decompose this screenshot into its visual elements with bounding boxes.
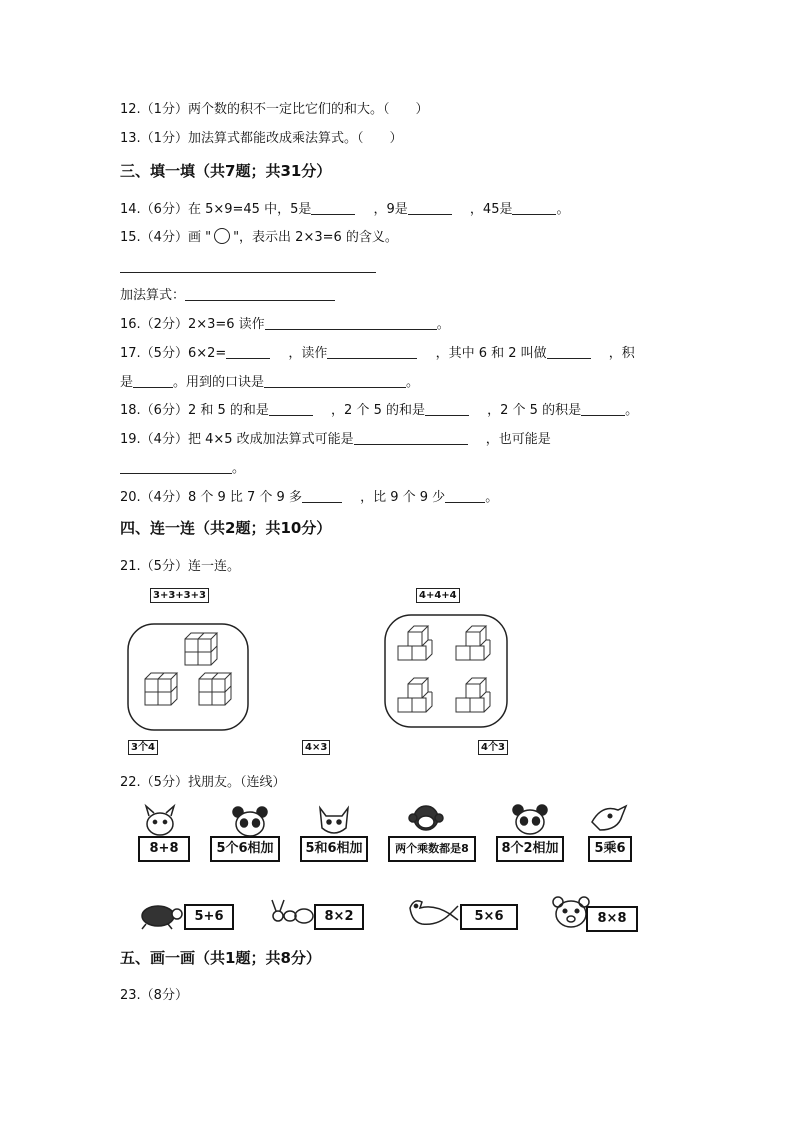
- q15-add-label: 加法算式：: [120, 288, 186, 303]
- q18-text-b: ，2 个 5 的和是: [331, 403, 425, 418]
- q21-label-4times3[interactable]: 4×3: [302, 740, 330, 755]
- question-23: 23.（8分）: [120, 988, 188, 1003]
- fox-icon: [314, 802, 354, 838]
- q17-text-b: ，读作: [288, 346, 328, 361]
- q21-label-4x3[interactable]: 4个3: [478, 740, 508, 755]
- q22-card-8plus8[interactable]: 8+8: [138, 836, 190, 862]
- q18-blank-3[interactable]: [581, 401, 625, 416]
- q21-left-group: [127, 623, 249, 731]
- question-13: 13.（1分）加法算式都能改成乘法算式。（ ）: [120, 131, 403, 146]
- q20-text-a: 20.（4分）8 个 9 比 7 个 9 多: [120, 490, 302, 505]
- cat-icon: [140, 804, 180, 838]
- question-12: 12.（1分）两个数的积不一定比它们的和大。（ ）: [120, 102, 429, 117]
- panda-icon: [510, 802, 550, 838]
- q22-card-5times6b[interactable]: 5×6: [460, 904, 518, 930]
- q17-text-c: ，其中 6 和 2 叫做: [435, 346, 547, 361]
- q17-blank-4[interactable]: [133, 373, 173, 388]
- q14-text-b: ，9是: [373, 202, 408, 217]
- cube-stack-icon: [398, 626, 490, 712]
- q14-text-a: 14.（6分）在 5×9=45 中，5是: [120, 202, 312, 217]
- q18-text-c: ，2 个 5 的积是: [487, 403, 582, 418]
- q17-text-d: ，积: [608, 346, 635, 361]
- q22-card-5x6add[interactable]: 5个6相加: [210, 836, 280, 862]
- q22-card-5plus6[interactable]: 5+6: [184, 904, 234, 930]
- turtle-icon: [136, 900, 184, 930]
- q17-text-a: 17.（5分）6×2=: [120, 346, 227, 361]
- q15-addition: [120, 286, 335, 305]
- section-4-title: 四、连一连（共2题；共10分）: [120, 519, 332, 537]
- q20-blank-2[interactable]: [445, 488, 485, 503]
- q22-card-8times8[interactable]: 8×8: [586, 906, 638, 932]
- q14-text-d: 。: [556, 202, 570, 217]
- circle-icon: [214, 228, 230, 244]
- q19-text-b: ，也可能是: [485, 432, 551, 447]
- q17-blank-5[interactable]: [264, 373, 406, 388]
- q22-card-both8[interactable]: 两个乘数都是8: [388, 836, 476, 862]
- q18-blank-2[interactable]: [425, 401, 469, 416]
- q14-blank-1[interactable]: [311, 200, 355, 215]
- q22-card-5times6[interactable]: 5乘6: [588, 836, 632, 862]
- q16-text-a: 16.（2分）2×3=6 读作: [120, 317, 265, 332]
- question-19: [120, 430, 551, 449]
- question-21: 21.（5分）连一连。: [120, 559, 240, 574]
- q20-text-c: 。: [485, 490, 499, 505]
- bird-icon: [588, 800, 628, 836]
- monkey-icon: [404, 802, 448, 838]
- q19-text-a: 19.（4分）把 4×5 改成加法算式可能是: [120, 432, 354, 447]
- q16-blank[interactable]: [265, 315, 437, 330]
- q16-text-b: 。: [436, 317, 450, 332]
- q19-blank-2[interactable]: [120, 459, 232, 474]
- q21-label-3x4[interactable]: 3个4: [128, 740, 158, 755]
- q17-text-f: 。用到的口诀是: [173, 375, 265, 390]
- q20-text-b: ，比 9 个 9 少: [360, 490, 446, 505]
- q19-text-c: 。: [232, 461, 246, 476]
- question-16: [120, 315, 450, 334]
- q15-add-blank[interactable]: [185, 286, 335, 301]
- q20-blank-1[interactable]: [302, 488, 342, 503]
- q22-card-8x2add[interactable]: 8个2相加: [496, 836, 564, 862]
- question-22: 22.（5分）找朋友。（连线）: [120, 775, 286, 790]
- q22-card-8times2[interactable]: 8×2: [314, 904, 364, 930]
- q22-card-5and6add[interactable]: 5和6相加: [300, 836, 368, 862]
- rooster-icon: [404, 894, 460, 930]
- q21-right-group: [384, 614, 508, 728]
- question-17: [120, 344, 635, 363]
- q14-text-c: ，45是: [469, 202, 513, 217]
- panda-icon: [230, 804, 270, 838]
- cube-stack-icon: [145, 633, 231, 705]
- q15-text-a: 15.（4分）画 ": [120, 230, 212, 245]
- q18-blank-1[interactable]: [269, 401, 313, 416]
- q15-drawing-line[interactable]: [120, 272, 376, 273]
- q17-blank-2[interactable]: [327, 344, 417, 359]
- ant-icon: [270, 896, 316, 930]
- q21-label-3333[interactable]: 3+3+3+3: [150, 588, 209, 603]
- section-3-title: 三、填一填（共7题；共31分）: [120, 162, 332, 180]
- q18-text-d: 。: [625, 403, 639, 418]
- question-17-cont: [120, 373, 419, 392]
- question-14: [120, 200, 569, 219]
- question-20: [120, 488, 498, 507]
- question-18: [120, 401, 638, 420]
- question-15: [120, 228, 398, 247]
- q15-text-b: "，表示出 2×3=6 的含义。: [233, 230, 398, 245]
- section-5-title: 五、画一画（共1题；共8分）: [120, 949, 321, 967]
- q14-blank-3[interactable]: [512, 200, 556, 215]
- q17-blank-3[interactable]: [547, 344, 591, 359]
- q17-text-g: 。: [406, 375, 420, 390]
- q17-text-e: 是: [120, 375, 134, 390]
- q17-blank-1[interactable]: [226, 344, 270, 359]
- question-19-cont: [120, 459, 245, 478]
- q18-text-a: 18.（6分）2 和 5 的和是: [120, 403, 269, 418]
- q21-label-444[interactable]: 4+4+4: [416, 588, 460, 603]
- q14-blank-2[interactable]: [408, 200, 452, 215]
- q19-blank-1[interactable]: [354, 430, 468, 445]
